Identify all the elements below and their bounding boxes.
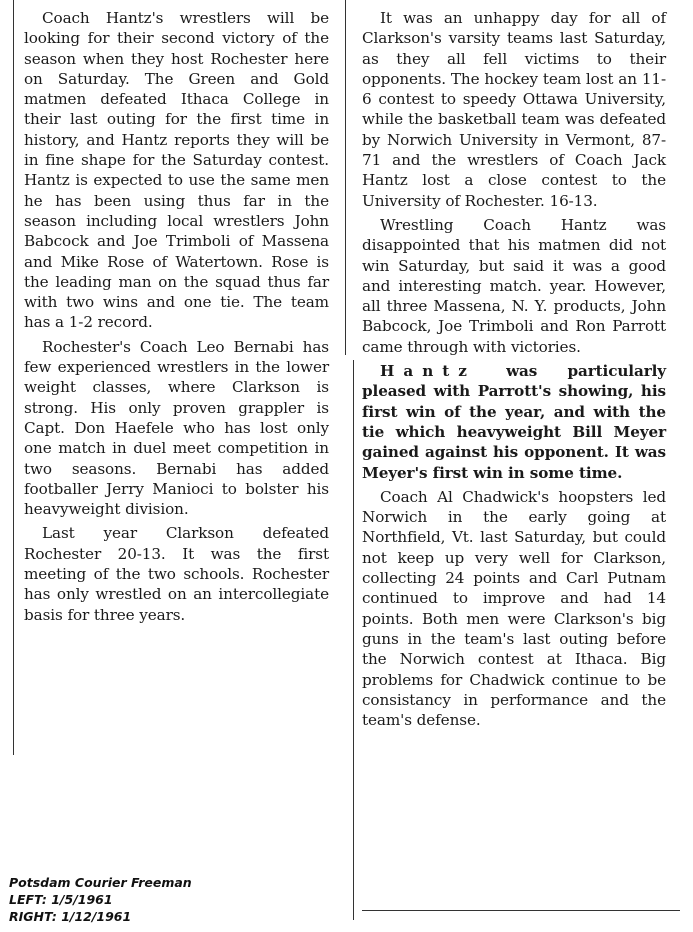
left-paragraph: Rochester's Coach Leo Bernabi has few experienced wrestlers in the lower weight classes, where Clarkson is strong. His only proven grappler is Capt. Don Haefele who has lost only one match in duel meet competition in two seasons. Bernabi has added footballer Jerry Manioci to bolster his heavyweight division. [24,337,329,519]
right-paragraph-parrott [362,361,666,483]
left-paragraph: Coach Hantz's wrestlers will be looking for their second victory of the season when they host Rochester here on Saturday. The Green and Gold matmen defeated Ithaca College in their last outing for the first time in history, and Hantz reports they will be in fine shape for the Saturday contest. Hantz is expected to use the same men he has been using thus far in the season including local wrestlers John Babcock and Joe Trimboli of Massena and Mike Rose of Watertown. Rose is the leading man on the squad thus far with two wins and one tie. The team has a 1-2 record. [24,9,329,332]
right-paragraph-basketball: Coach Al Chadwick's hoopsters led Norwich in the early going at Northfield, Vt. last Saturday, but could not keep up very well for Clarkson, collecting 24 points and Carl Putnam continued to improve and had 14 points. Both men were Clarkson's big guns in the team's last outing before the Norwich contest at Ithaca. Big problems for Chadwick continue to be consistancy in performance and the team's defense. [362,487,666,730]
publication-name: Potsdam Courier Freeman [9,875,192,890]
right-paragraph-intro: It was an unhappy day for all of Clarkson's varsity teams last Saturday, as they all fell victims to their opponents. The hockey team lost an 11-6 contest to speedy Ottawa University, while the basketball team was defeated by Norwich University in Vermont, 87-71 and the wrestlers of Coach Jack Hantz lost a close contest to the University of Rochester. 16-13. [362,9,666,210]
center-column-rule-lower [353,360,354,920]
hantz-lead-word: Hantz [380,362,476,381]
right-paragraph-wrestling: Wrestling Coach Hantz was disappointed that his matmen did not win Saturday, but said it was a good and interesting match. year. However, all three Massena, N. Y. products, John Babcock, Joe Trimboli and Ron Parrott came through with victories. [362,215,666,356]
left-paragraph: Last year Clarkson defeated Rochester 20-13. It was the first meeting of the two schools. Rochester has only wrestled on an intercollegiate basis for three years. [24,524,329,624]
left-article [24,8,329,629]
center-column-rule [345,0,346,355]
right-date: RIGHT: 1/12/1961 [9,909,132,924]
right-paragraph-parrott-text: was particularly pleased with Parrott's showing, his first win of the year, and with the tie which heavyweight Bill Meyer gained against his opponent. It was Meyer's first win in some time. [362,362,666,482]
bottom-rule [362,910,680,911]
left-column-rule [13,0,14,755]
right-article [362,8,666,734]
left-date: LEFT: 1/5/1961 [9,892,113,907]
source-credit [9,874,192,925]
